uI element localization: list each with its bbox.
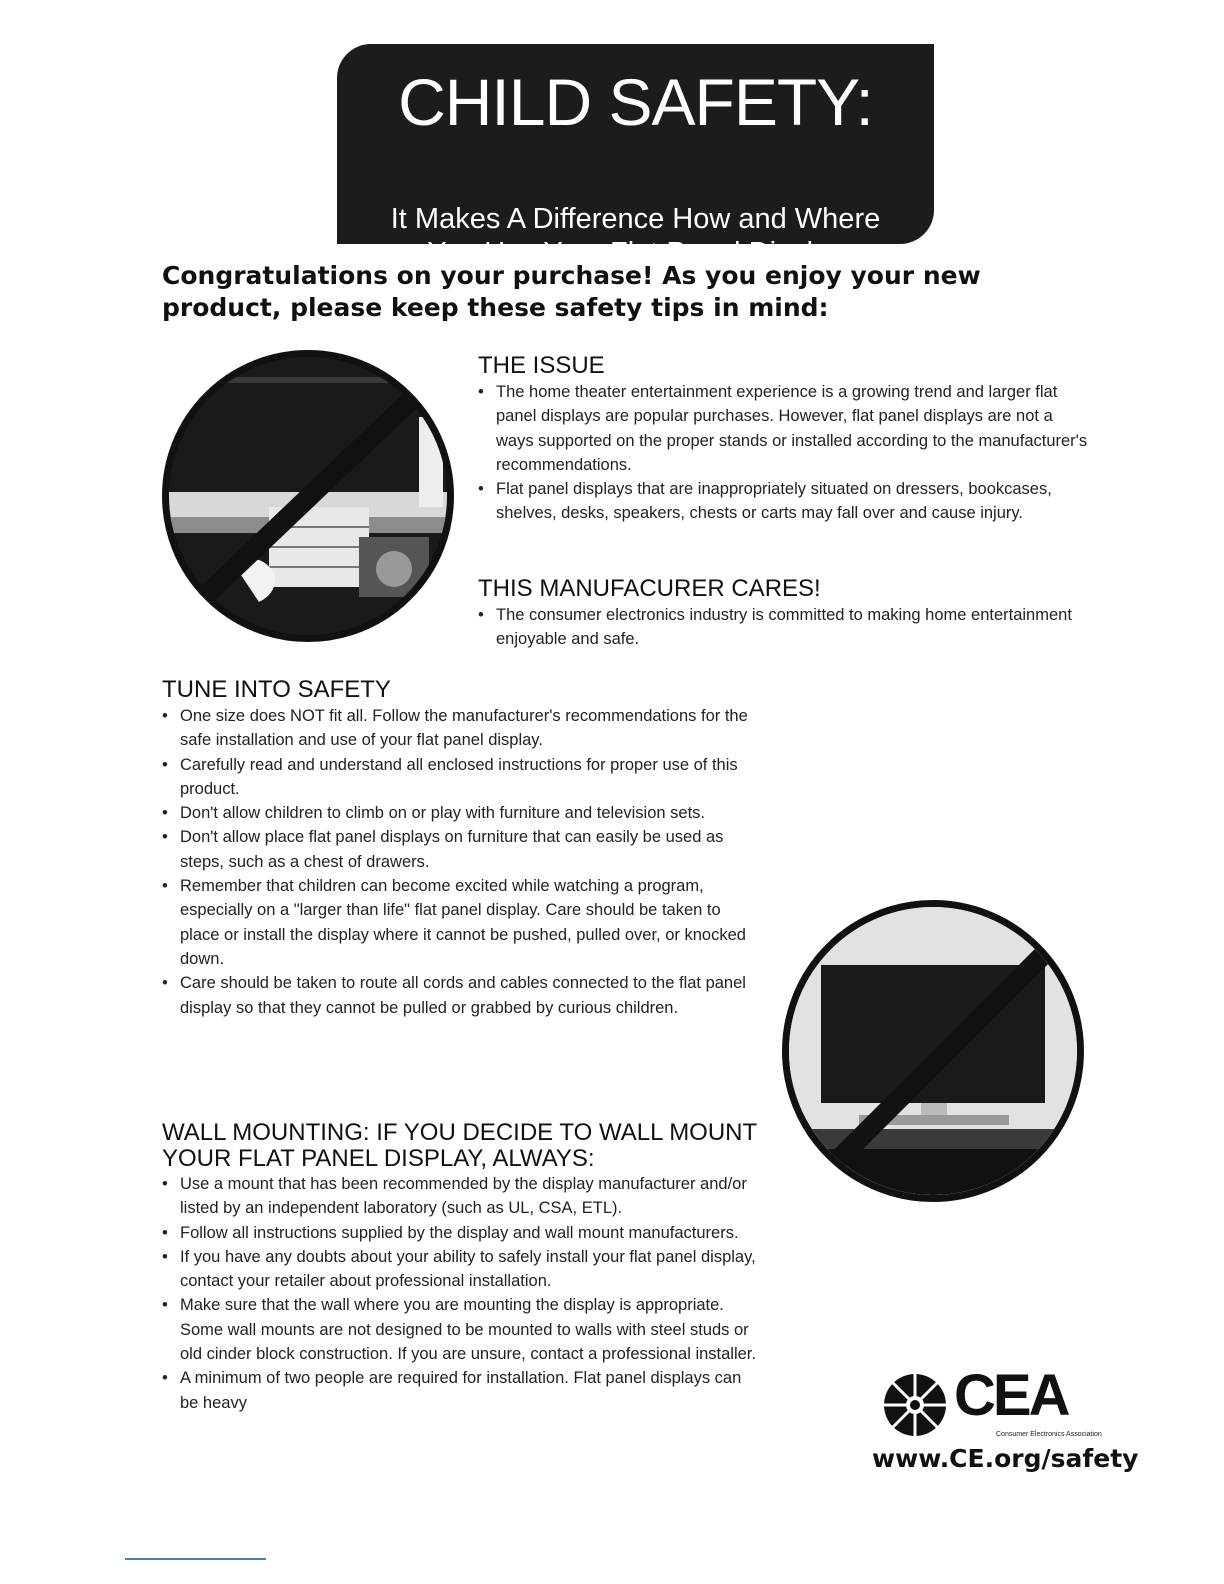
wall-heading-line1: IF YOU DECIDE TO WALL MOUNT bbox=[376, 1119, 758, 1146]
wall-list bbox=[162, 1172, 756, 1415]
cea-wordmark: CEA bbox=[954, 1363, 1068, 1428]
list-item: • Make sure that the wall where you are mounting the display is appropriate. Some wall mounts are not designed to be mounted to walls with steel studs or old cinder block construction. If you are unsure, contact a professional installer. bbox=[162, 1293, 756, 1366]
list-item: • Don't allow children to climb on or play with furniture and television sets. bbox=[162, 801, 756, 825]
wall-heading-prefix: WALL MOUNTING: bbox=[162, 1119, 377, 1146]
footer-rule bbox=[125, 1558, 266, 1560]
list-item: • A minimum of two people are required for installation. Flat panel displays can be heavy bbox=[162, 1366, 756, 1415]
banner-subtitle-line1: It Makes A Difference How and Where bbox=[390, 203, 881, 235]
title-banner bbox=[337, 44, 934, 269]
list-item: • Remember that children can become excited while watching a program, especially on a "larger than life" flat panel display. Care should be taken to place or install the display where it cannot be pushed, pulled over, or knocked down. bbox=[162, 874, 756, 971]
list-item: • Don't allow place flat panel displays on furniture that can easily be used as steps, such as a chest of drawers. bbox=[162, 825, 756, 874]
banner-subtitle-line2: You Use Your Flat Panel Display bbox=[427, 237, 844, 269]
wall-heading-line2: YOUR FLAT PANEL DISPLAY, ALWAYS: bbox=[162, 1145, 595, 1172]
banner-title: CHILD SAFETY: bbox=[398, 65, 873, 139]
cares-heading: THIS MANUFACURER CARES! bbox=[478, 575, 821, 602]
no-tv-on-dresser-icon bbox=[162, 350, 454, 642]
tune-heading: TUNE INTO SAFETY bbox=[162, 676, 391, 703]
tune-list bbox=[162, 704, 756, 1020]
cea-sunburst-icon bbox=[882, 1372, 948, 1438]
cea-url[interactable]: www.CE.org/safety bbox=[872, 1444, 1139, 1473]
list-item: • Care should be taken to route all cords and cables connected to the flat panel display so that they cannot be pulled or grabbed by curious children. bbox=[162, 971, 756, 1020]
list-item: • If you have any doubts about your ability to safely install your flat panel display, contact your retailer about professional installation. bbox=[162, 1245, 756, 1294]
list-item: • Flat panel displays that are inappropriately situated on dressers, bookcases, shelves, desks, speakers, chests or carts may fall over and cause injury. bbox=[478, 477, 1094, 526]
list-item: • The consumer electronics industry is committed to making home entertainment enjoyable and safe. bbox=[478, 603, 1094, 652]
list-item: • The home theater entertainment experience is a growing trend and larger flat panel displays are popular purchases. However, flat panel displays are not a ways supported on the proper stands or installed according to the manufacturer's recommendations. bbox=[478, 380, 1094, 477]
intro-text: Congratulations on your purchase! As you enjoy your new product, please keep these safety tips in mind: bbox=[162, 261, 981, 322]
issue-heading: THE ISSUE bbox=[478, 352, 605, 379]
issue-list bbox=[478, 380, 1094, 526]
list-item: • Follow all instructions supplied by the display and wall mount manufacturers. bbox=[162, 1221, 756, 1245]
list-item: • One size does NOT fit all. Follow the manufacturer's recommendations for the safe installation and use of your flat panel display. bbox=[162, 704, 756, 753]
cea-logo bbox=[872, 1360, 1139, 1490]
no-tv-on-table-icon bbox=[782, 900, 1084, 1202]
list-item: • Carefully read and understand all enclosed instructions for proper use of this product. bbox=[162, 753, 756, 802]
wall-heading bbox=[162, 1120, 757, 1172]
list-item: • Use a mount that has been recommended by the display manufacturer and/or listed by an independent laboratory (such as UL, CSA, ETL). bbox=[162, 1172, 756, 1221]
cares-list bbox=[478, 603, 1094, 652]
cea-org-name: Consumer Electronics Association bbox=[996, 1431, 1102, 1438]
